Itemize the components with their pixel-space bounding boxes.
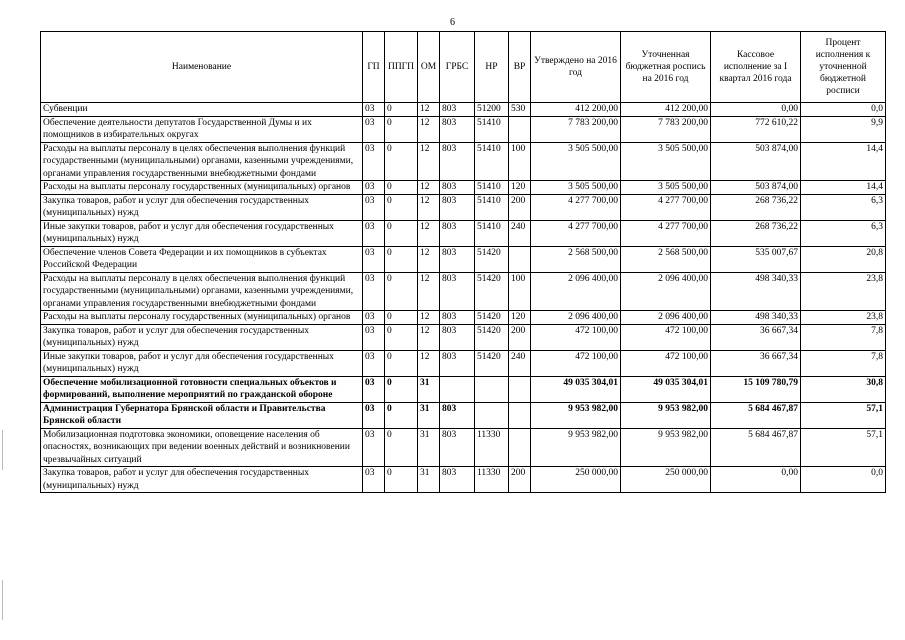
cell-approved: 472 100,00 (531, 350, 621, 376)
table-row (41, 376, 886, 402)
cell-np (475, 376, 509, 402)
cell-np (475, 402, 509, 428)
cell-approved: 7 783 200,00 (531, 116, 621, 142)
cell-refined: 9 953 982,00 (621, 402, 711, 428)
cell-om: 12 (418, 220, 440, 246)
cell-approved: 4 277 700,00 (531, 220, 621, 246)
table-row (41, 194, 886, 220)
cell-cash: 0,00 (711, 103, 801, 117)
cell-cash: 498 340,33 (711, 272, 801, 311)
cell-vr: 100 (509, 272, 531, 311)
cell-vr: 200 (509, 467, 531, 493)
cell-approved: 250 000,00 (531, 467, 621, 493)
table-row (41, 116, 886, 142)
cell-ppgp: 0 (385, 467, 418, 493)
cell-cash: 36 667,34 (711, 350, 801, 376)
cell-name: Обеспечение членов Совета Федерации и их помощников в субъектах Российской Федерации (41, 246, 363, 272)
cell-om: 12 (418, 272, 440, 311)
cell-name: Иные закупки товаров, работ и услуг для обеспечения государственных (муниципальных) нужд (41, 220, 363, 246)
cell-gp: 03 (363, 181, 385, 195)
header-np: НР (475, 32, 509, 103)
cell-percent: 7,8 (801, 350, 886, 376)
header-grbs: ГРБС (440, 32, 475, 103)
cell-name: Мобилизационная подготовка экономики, оповещение населения об опасностях, возникающих при ведении военных действий и возникновении чрезвычайных ситуаций (41, 428, 363, 467)
cell-percent: 0,0 (801, 467, 886, 493)
cell-refined: 3 505 500,00 (621, 142, 711, 181)
cell-name: Иные закупки товаров, работ и услуг для обеспечения государственных (муниципальных) нужд (41, 350, 363, 376)
cell-np: 51410 (475, 142, 509, 181)
cell-grbs: 803 (440, 181, 475, 195)
cell-grbs: 803 (440, 103, 475, 117)
cell-vr (509, 402, 531, 428)
cell-cash: 15 109 780,79 (711, 376, 801, 402)
budget-execution-table (40, 31, 886, 493)
table-header-row (41, 32, 886, 103)
cell-grbs: 803 (440, 402, 475, 428)
cell-gp: 03 (363, 376, 385, 402)
cell-grbs: 803 (440, 116, 475, 142)
cell-approved: 2 568 500,00 (531, 246, 621, 272)
cell-approved: 2 096 400,00 (531, 272, 621, 311)
cell-np: 11330 (475, 428, 509, 467)
cell-refined: 472 100,00 (621, 350, 711, 376)
cell-percent: 57,1 (801, 428, 886, 467)
cell-approved: 472 100,00 (531, 324, 621, 350)
page-number: 6 (450, 17, 455, 28)
scan-edge-mark (2, 580, 9, 620)
cell-vr: 530 (509, 103, 531, 117)
cell-refined: 250 000,00 (621, 467, 711, 493)
cell-grbs: 803 (440, 194, 475, 220)
cell-percent: 57,1 (801, 402, 886, 428)
cell-grbs: 803 (440, 220, 475, 246)
cell-cash: 503 874,00 (711, 142, 801, 181)
cell-name: Расходы на выплаты персоналу государственных (муниципальных) органов (41, 181, 363, 195)
cell-refined: 9 953 982,00 (621, 428, 711, 467)
cell-vr: 120 (509, 311, 531, 325)
cell-name: Обеспечение мобилизационной готовности специальных объектов и формирований, выполнение мероприятий по гражданской обороне (41, 376, 363, 402)
cell-np: 51420 (475, 246, 509, 272)
cell-grbs: 803 (440, 272, 475, 311)
cell-vr (509, 246, 531, 272)
cell-refined: 472 100,00 (621, 324, 711, 350)
header-cash: Кассовое исполнение за I квартал 2016 года (711, 32, 801, 103)
cell-name: Расходы на выплаты персоналу в целях обеспечения выполнения функций государственными (муниципальными) органами, казенными учреждениями, органами управления государственными внебюджетными фондами (41, 142, 363, 181)
cell-refined: 4 277 700,00 (621, 194, 711, 220)
cell-percent: 14,4 (801, 142, 886, 181)
table-body (41, 103, 886, 493)
cell-refined: 2 096 400,00 (621, 311, 711, 325)
cell-ppgp: 0 (385, 376, 418, 402)
cell-refined: 2 568 500,00 (621, 246, 711, 272)
cell-refined: 7 783 200,00 (621, 116, 711, 142)
table-row (41, 103, 886, 117)
cell-gp: 03 (363, 194, 385, 220)
cell-om: 31 (418, 402, 440, 428)
header-percent: Процент исполнения к уточненной бюджетной росписи (801, 32, 886, 103)
cell-np: 51410 (475, 181, 509, 195)
cell-np: 11330 (475, 467, 509, 493)
scan-edge-mark (2, 430, 9, 470)
cell-om: 12 (418, 311, 440, 325)
cell-ppgp: 0 (385, 103, 418, 117)
cell-grbs (440, 376, 475, 402)
cell-np: 51410 (475, 116, 509, 142)
cell-ppgp: 0 (385, 116, 418, 142)
cell-gp: 03 (363, 428, 385, 467)
cell-cash: 498 340,33 (711, 311, 801, 325)
cell-cash: 0,00 (711, 467, 801, 493)
cell-om: 12 (418, 116, 440, 142)
cell-grbs: 803 (440, 324, 475, 350)
cell-np: 51410 (475, 194, 509, 220)
cell-refined: 49 035 304,01 (621, 376, 711, 402)
cell-gp: 03 (363, 402, 385, 428)
cell-ppgp: 0 (385, 311, 418, 325)
cell-np: 51420 (475, 311, 509, 325)
cell-name: Субвенции (41, 103, 363, 117)
cell-percent: 20,8 (801, 246, 886, 272)
cell-ppgp: 0 (385, 246, 418, 272)
table-row (41, 246, 886, 272)
header-gp: ГП (363, 32, 385, 103)
cell-name: Обеспечение деятельности депутатов Государственной Думы и их помощников в избирательных округах (41, 116, 363, 142)
cell-approved: 3 505 500,00 (531, 142, 621, 181)
cell-gp: 03 (363, 220, 385, 246)
cell-percent: 9,9 (801, 116, 886, 142)
cell-percent: 14,4 (801, 181, 886, 195)
cell-ppgp: 0 (385, 220, 418, 246)
cell-ppgp: 0 (385, 142, 418, 181)
cell-om: 12 (418, 181, 440, 195)
cell-refined: 4 277 700,00 (621, 220, 711, 246)
cell-ppgp: 0 (385, 194, 418, 220)
table-row (41, 402, 886, 428)
header-vr: ВР (509, 32, 531, 103)
table-row (41, 350, 886, 376)
cell-name: Закупка товаров, работ и услуг для обеспечения государственных (муниципальных) нужд (41, 467, 363, 493)
cell-vr: 200 (509, 194, 531, 220)
cell-gp: 03 (363, 467, 385, 493)
cell-approved: 3 505 500,00 (531, 181, 621, 195)
cell-ppgp: 0 (385, 350, 418, 376)
cell-grbs: 803 (440, 350, 475, 376)
cell-gp: 03 (363, 103, 385, 117)
cell-gp: 03 (363, 142, 385, 181)
header-refined: Уточненная бюджетная роспись на 2016 год (621, 32, 711, 103)
table-row (41, 467, 886, 493)
cell-grbs: 803 (440, 311, 475, 325)
cell-om: 12 (418, 350, 440, 376)
cell-percent: 7,8 (801, 324, 886, 350)
cell-np: 51410 (475, 220, 509, 246)
cell-approved: 49 035 304,01 (531, 376, 621, 402)
cell-vr (509, 116, 531, 142)
cell-vr: 240 (509, 350, 531, 376)
cell-om: 31 (418, 428, 440, 467)
cell-cash: 5 684 467,87 (711, 402, 801, 428)
cell-cash: 268 736,22 (711, 220, 801, 246)
table-row (41, 311, 886, 325)
cell-ppgp: 0 (385, 272, 418, 311)
cell-gp: 03 (363, 246, 385, 272)
table-row (41, 181, 886, 195)
header-name: Наименование (41, 32, 363, 103)
cell-grbs: 803 (440, 428, 475, 467)
cell-om: 12 (418, 324, 440, 350)
cell-grbs: 803 (440, 142, 475, 181)
cell-grbs: 803 (440, 467, 475, 493)
header-om: ОМ (418, 32, 440, 103)
cell-name: Закупка товаров, работ и услуг для обеспечения государственных (муниципальных) нужд (41, 194, 363, 220)
cell-om: 12 (418, 246, 440, 272)
cell-om: 12 (418, 142, 440, 181)
cell-np: 51420 (475, 272, 509, 311)
cell-grbs: 803 (440, 246, 475, 272)
cell-ppgp: 0 (385, 181, 418, 195)
cell-ppgp: 0 (385, 324, 418, 350)
cell-ppgp: 0 (385, 428, 418, 467)
cell-vr: 120 (509, 181, 531, 195)
cell-name: Администрация Губернатора Брянской области и Правительства Брянской области (41, 402, 363, 428)
cell-name: Расходы на выплаты персоналу в целях обеспечения выполнения функций государственными (муниципальными) органами, казенными учреждениями, органами управления государственными внебюджетными фондами (41, 272, 363, 311)
cell-np: 51420 (475, 350, 509, 376)
cell-name: Закупка товаров, работ и услуг для обеспечения государственных (муниципальных) нужд (41, 324, 363, 350)
cell-np: 51420 (475, 324, 509, 350)
cell-percent: 6,3 (801, 194, 886, 220)
cell-refined: 3 505 500,00 (621, 181, 711, 195)
cell-cash: 268 736,22 (711, 194, 801, 220)
cell-vr: 100 (509, 142, 531, 181)
table-row (41, 220, 886, 246)
cell-gp: 03 (363, 311, 385, 325)
cell-om: 12 (418, 103, 440, 117)
header-ppgp: ППГП (385, 32, 418, 103)
cell-approved: 412 200,00 (531, 103, 621, 117)
cell-vr (509, 428, 531, 467)
cell-approved: 4 277 700,00 (531, 194, 621, 220)
cell-percent: 0,0 (801, 103, 886, 117)
cell-cash: 503 874,00 (711, 181, 801, 195)
cell-om: 31 (418, 376, 440, 402)
cell-percent: 23,8 (801, 272, 886, 311)
cell-cash: 772 610,22 (711, 116, 801, 142)
cell-cash: 36 667,34 (711, 324, 801, 350)
cell-refined: 2 096 400,00 (621, 272, 711, 311)
table-row (41, 142, 886, 181)
cell-percent: 30,8 (801, 376, 886, 402)
cell-cash: 535 007,67 (711, 246, 801, 272)
header-approved: Утверждено на 2016 год (531, 32, 621, 103)
cell-om: 12 (418, 194, 440, 220)
cell-approved: 9 953 982,00 (531, 402, 621, 428)
cell-approved: 9 953 982,00 (531, 428, 621, 467)
cell-vr: 200 (509, 324, 531, 350)
cell-percent: 6,3 (801, 220, 886, 246)
cell-cash: 5 684 467,87 (711, 428, 801, 467)
cell-gp: 03 (363, 324, 385, 350)
cell-np: 51200 (475, 103, 509, 117)
cell-om: 31 (418, 467, 440, 493)
cell-refined: 412 200,00 (621, 103, 711, 117)
cell-name: Расходы на выплаты персоналу государственных (муниципальных) органов (41, 311, 363, 325)
cell-vr: 240 (509, 220, 531, 246)
table-row (41, 324, 886, 350)
table-row (41, 428, 886, 467)
cell-gp: 03 (363, 272, 385, 311)
table-row (41, 272, 886, 311)
cell-percent: 23,8 (801, 311, 886, 325)
cell-gp: 03 (363, 116, 385, 142)
cell-approved: 2 096 400,00 (531, 311, 621, 325)
cell-ppgp: 0 (385, 402, 418, 428)
cell-vr (509, 376, 531, 402)
cell-gp: 03 (363, 350, 385, 376)
